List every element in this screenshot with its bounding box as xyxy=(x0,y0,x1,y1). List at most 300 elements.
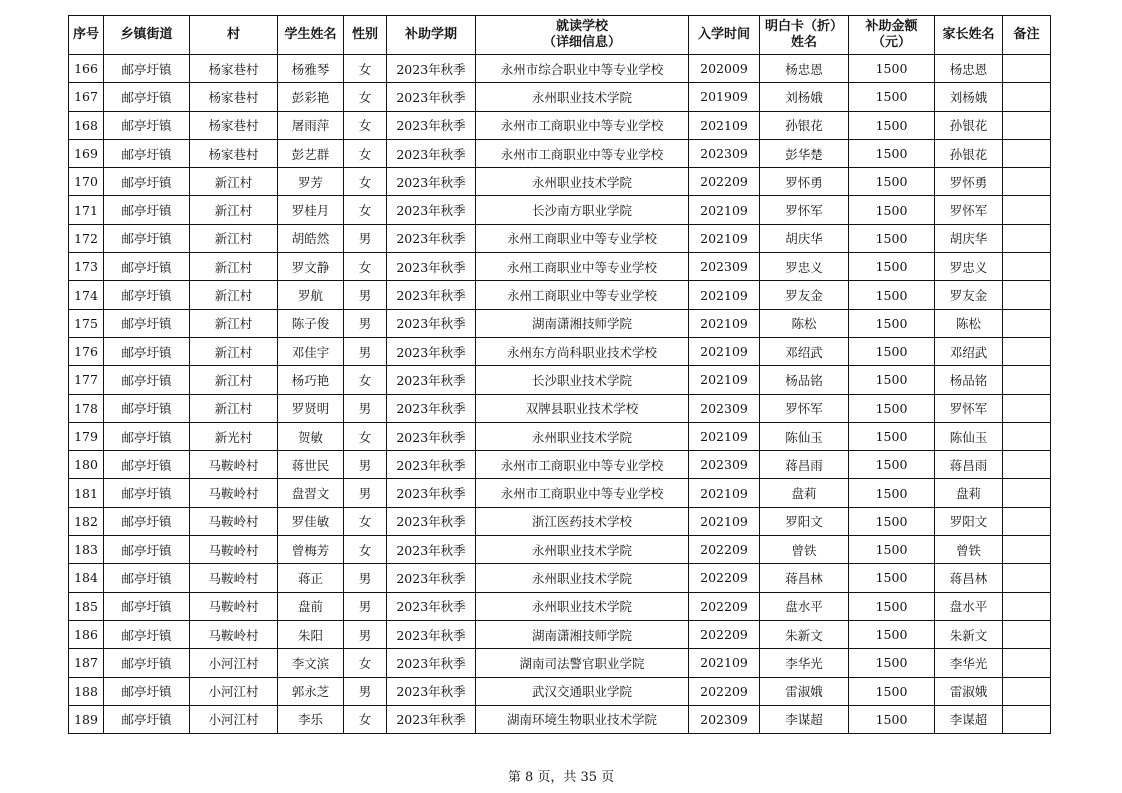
cell-school: 永州市工商职业中等专业学校 xyxy=(476,139,689,167)
cell-term: 2023年秋季 xyxy=(387,479,476,507)
cell-enroll-date: 202309 xyxy=(689,139,760,167)
column-header-remark: 备注 xyxy=(1003,16,1051,55)
cell-town: 邮亭圩镇 xyxy=(104,55,190,83)
cell-gender: 女 xyxy=(344,168,387,196)
cell-town: 邮亭圩镇 xyxy=(104,168,190,196)
cell-term: 2023年秋季 xyxy=(387,111,476,139)
cell-village: 马鞍岭村 xyxy=(190,479,278,507)
cell-gender: 男 xyxy=(344,309,387,337)
cell-town: 邮亭圩镇 xyxy=(104,620,190,648)
cell-term: 2023年秋季 xyxy=(387,677,476,705)
cell-remark xyxy=(1003,677,1051,705)
cell-card-name: 盘莉 xyxy=(760,479,849,507)
cell-gender: 女 xyxy=(344,55,387,83)
cell-term: 2023年秋季 xyxy=(387,139,476,167)
cell-school: 浙江医药技术学校 xyxy=(476,507,689,535)
cell-card-name: 杨忠恩 xyxy=(760,55,849,83)
cell-card-name: 蒋昌雨 xyxy=(760,451,849,479)
cell-amount: 1500 xyxy=(849,309,935,337)
cell-parent-name: 刘杨娥 xyxy=(935,83,1003,111)
cell-village: 马鞍岭村 xyxy=(190,564,278,592)
cell-remark xyxy=(1003,281,1051,309)
cell-term: 2023年秋季 xyxy=(387,281,476,309)
cell-village: 新江村 xyxy=(190,337,278,365)
cell-remark xyxy=(1003,139,1051,167)
cell-card-name: 胡庆华 xyxy=(760,224,849,252)
cell-seq: 167 xyxy=(69,83,104,111)
cell-gender: 男 xyxy=(344,620,387,648)
cell-village: 新江村 xyxy=(190,253,278,281)
cell-parent-name: 罗忠义 xyxy=(935,253,1003,281)
cell-town: 邮亭圩镇 xyxy=(104,83,190,111)
cell-amount: 1500 xyxy=(849,253,935,281)
cell-school: 湖南潇湘技师学院 xyxy=(476,620,689,648)
cell-gender: 男 xyxy=(344,592,387,620)
cell-enroll-date: 202109 xyxy=(689,111,760,139)
cell-village: 新江村 xyxy=(190,366,278,394)
cell-school: 永州职业技术学院 xyxy=(476,83,689,111)
cell-parent-name: 罗友金 xyxy=(935,281,1003,309)
cell-term: 2023年秋季 xyxy=(387,224,476,252)
cell-enroll-date: 202109 xyxy=(689,309,760,337)
table-row xyxy=(69,564,1051,592)
cell-enroll-date: 202209 xyxy=(689,592,760,620)
cell-student-name: 罗桂月 xyxy=(278,196,344,224)
cell-parent-name: 罗怀军 xyxy=(935,394,1003,422)
cell-village: 新江村 xyxy=(190,394,278,422)
cell-remark xyxy=(1003,168,1051,196)
cell-gender: 女 xyxy=(344,366,387,394)
cell-village: 马鞍岭村 xyxy=(190,536,278,564)
cell-amount: 1500 xyxy=(849,479,935,507)
cell-remark xyxy=(1003,111,1051,139)
cell-student-name: 杨巧艳 xyxy=(278,366,344,394)
cell-term: 2023年秋季 xyxy=(387,507,476,535)
cell-student-name: 胡皓然 xyxy=(278,224,344,252)
cell-town: 邮亭圩镇 xyxy=(104,111,190,139)
table-row xyxy=(69,224,1051,252)
cell-seq: 188 xyxy=(69,677,104,705)
cell-school: 湖南环境生物职业技术学院 xyxy=(476,705,689,733)
cell-amount: 1500 xyxy=(849,111,935,139)
cell-town: 邮亭圩镇 xyxy=(104,422,190,450)
cell-village: 新江村 xyxy=(190,168,278,196)
cell-card-name: 罗友金 xyxy=(760,281,849,309)
cell-seq: 183 xyxy=(69,536,104,564)
cell-town: 邮亭圩镇 xyxy=(104,337,190,365)
column-header-parent-name: 家长姓名 xyxy=(935,16,1003,55)
cell-term: 2023年秋季 xyxy=(387,366,476,394)
subsidy-table xyxy=(68,15,1051,734)
cell-card-name: 雷淑娥 xyxy=(760,677,849,705)
cell-school: 长沙南方职业学院 xyxy=(476,196,689,224)
cell-card-name: 朱新文 xyxy=(760,620,849,648)
cell-enroll-date: 202309 xyxy=(689,451,760,479)
column-header-gender: 性别 xyxy=(344,16,387,55)
cell-term: 2023年秋季 xyxy=(387,83,476,111)
cell-village: 新江村 xyxy=(190,281,278,309)
cell-amount: 1500 xyxy=(849,168,935,196)
cell-card-name: 陈松 xyxy=(760,309,849,337)
cell-village: 马鞍岭村 xyxy=(190,592,278,620)
cell-enroll-date: 202309 xyxy=(689,394,760,422)
cell-village: 小河江村 xyxy=(190,705,278,733)
cell-student-name: 曾梅芳 xyxy=(278,536,344,564)
cell-amount: 1500 xyxy=(849,620,935,648)
cell-enroll-date: 202109 xyxy=(689,507,760,535)
cell-remark xyxy=(1003,196,1051,224)
cell-student-name: 邓佳宇 xyxy=(278,337,344,365)
page-footer: 第 8 页，共 35 页 xyxy=(507,770,615,785)
cell-enroll-date: 202109 xyxy=(689,479,760,507)
cell-school: 永州职业技术学院 xyxy=(476,422,689,450)
cell-term: 2023年秋季 xyxy=(387,422,476,450)
cell-parent-name: 杨品铭 xyxy=(935,366,1003,394)
cell-remark xyxy=(1003,620,1051,648)
cell-enroll-date: 202309 xyxy=(689,253,760,281)
cell-school: 湖南潇湘技师学院 xyxy=(476,309,689,337)
cell-town: 邮亭圩镇 xyxy=(104,649,190,677)
cell-term: 2023年秋季 xyxy=(387,337,476,365)
cell-town: 邮亭圩镇 xyxy=(104,366,190,394)
cell-parent-name: 罗怀勇 xyxy=(935,168,1003,196)
cell-village: 杨家巷村 xyxy=(190,83,278,111)
cell-amount: 1500 xyxy=(849,139,935,167)
column-header-enroll-date: 入学时间 xyxy=(689,16,760,55)
cell-gender: 男 xyxy=(344,564,387,592)
cell-parent-name: 罗怀军 xyxy=(935,196,1003,224)
cell-school: 永州职业技术学院 xyxy=(476,168,689,196)
cell-card-name: 杨品铭 xyxy=(760,366,849,394)
cell-seq: 168 xyxy=(69,111,104,139)
cell-village: 新江村 xyxy=(190,309,278,337)
cell-village: 新光村 xyxy=(190,422,278,450)
cell-amount: 1500 xyxy=(849,705,935,733)
cell-school: 永州职业技术学院 xyxy=(476,592,689,620)
cell-card-name: 彭华楚 xyxy=(760,139,849,167)
cell-term: 2023年秋季 xyxy=(387,705,476,733)
cell-gender: 女 xyxy=(344,536,387,564)
cell-parent-name: 李谋超 xyxy=(935,705,1003,733)
cell-school: 永州东方尚科职业技术学校 xyxy=(476,337,689,365)
cell-remark xyxy=(1003,592,1051,620)
cell-enroll-date: 202209 xyxy=(689,564,760,592)
cell-enroll-date: 202109 xyxy=(689,649,760,677)
cell-gender: 男 xyxy=(344,281,387,309)
cell-card-name: 陈仙玉 xyxy=(760,422,849,450)
cell-student-name: 郭永芝 xyxy=(278,677,344,705)
column-header-amount: 补助金额 （元） xyxy=(849,16,935,55)
table-row xyxy=(69,479,1051,507)
cell-student-name: 朱阳 xyxy=(278,620,344,648)
cell-amount: 1500 xyxy=(849,337,935,365)
column-header-card-name: 明白卡（折） 姓名 xyxy=(760,16,849,55)
table-row xyxy=(69,394,1051,422)
cell-remark xyxy=(1003,564,1051,592)
cell-enroll-date: 202109 xyxy=(689,224,760,252)
cell-seq: 172 xyxy=(69,224,104,252)
cell-card-name: 曾铁 xyxy=(760,536,849,564)
table-row xyxy=(69,281,1051,309)
cell-remark xyxy=(1003,366,1051,394)
table-header-row xyxy=(69,16,1051,55)
cell-enroll-date: 202109 xyxy=(689,281,760,309)
table-row xyxy=(69,337,1051,365)
cell-seq: 182 xyxy=(69,507,104,535)
cell-school: 永州工商职业中等专业学校 xyxy=(476,253,689,281)
cell-school: 湖南司法警官职业学院 xyxy=(476,649,689,677)
table-body xyxy=(69,55,1051,734)
cell-seq: 169 xyxy=(69,139,104,167)
cell-school: 永州职业技术学院 xyxy=(476,536,689,564)
column-header-town: 乡镇街道 xyxy=(104,16,190,55)
cell-parent-name: 胡庆华 xyxy=(935,224,1003,252)
table-row xyxy=(69,507,1051,535)
cell-remark xyxy=(1003,83,1051,111)
cell-amount: 1500 xyxy=(849,451,935,479)
cell-term: 2023年秋季 xyxy=(387,536,476,564)
table-row xyxy=(69,83,1051,111)
cell-seq: 181 xyxy=(69,479,104,507)
cell-term: 2023年秋季 xyxy=(387,55,476,83)
cell-town: 邮亭圩镇 xyxy=(104,139,190,167)
cell-village: 新江村 xyxy=(190,196,278,224)
cell-term: 2023年秋季 xyxy=(387,309,476,337)
cell-remark xyxy=(1003,479,1051,507)
cell-parent-name: 陈松 xyxy=(935,309,1003,337)
table-row xyxy=(69,309,1051,337)
cell-card-name: 罗怀勇 xyxy=(760,168,849,196)
cell-amount: 1500 xyxy=(849,677,935,705)
cell-amount: 1500 xyxy=(849,592,935,620)
cell-enroll-date: 202009 xyxy=(689,55,760,83)
cell-school: 武汉交通职业学院 xyxy=(476,677,689,705)
cell-gender: 男 xyxy=(344,337,387,365)
cell-school: 双牌县职业技术学校 xyxy=(476,394,689,422)
cell-enroll-date: 201909 xyxy=(689,83,760,111)
cell-card-name: 蒋昌林 xyxy=(760,564,849,592)
cell-seq: 178 xyxy=(69,394,104,422)
cell-parent-name: 孙银花 xyxy=(935,111,1003,139)
cell-term: 2023年秋季 xyxy=(387,196,476,224)
cell-village: 小河江村 xyxy=(190,649,278,677)
cell-gender: 女 xyxy=(344,139,387,167)
column-header-village: 村 xyxy=(190,16,278,55)
cell-village: 杨家巷村 xyxy=(190,139,278,167)
cell-seq: 170 xyxy=(69,168,104,196)
cell-parent-name: 盘莉 xyxy=(935,479,1003,507)
cell-student-name: 罗航 xyxy=(278,281,344,309)
cell-term: 2023年秋季 xyxy=(387,592,476,620)
cell-village: 杨家巷村 xyxy=(190,111,278,139)
cell-school: 永州职业技术学院 xyxy=(476,564,689,592)
cell-student-name: 盘習文 xyxy=(278,479,344,507)
cell-parent-name: 罗阳文 xyxy=(935,507,1003,535)
column-header-term: 补助学期 xyxy=(387,16,476,55)
cell-town: 邮亭圩镇 xyxy=(104,451,190,479)
cell-seq: 187 xyxy=(69,649,104,677)
table-row xyxy=(69,55,1051,83)
table-row xyxy=(69,451,1051,479)
cell-remark xyxy=(1003,507,1051,535)
table-row xyxy=(69,677,1051,705)
cell-enroll-date: 202209 xyxy=(689,536,760,564)
cell-enroll-date: 202109 xyxy=(689,422,760,450)
cell-village: 马鞍岭村 xyxy=(190,620,278,648)
cell-seq: 180 xyxy=(69,451,104,479)
table-row xyxy=(69,253,1051,281)
cell-school: 长沙职业技术学院 xyxy=(476,366,689,394)
cell-remark xyxy=(1003,649,1051,677)
cell-remark xyxy=(1003,309,1051,337)
cell-school: 永州工商职业中等专业学校 xyxy=(476,281,689,309)
cell-seq: 184 xyxy=(69,564,104,592)
cell-student-name: 罗佳敏 xyxy=(278,507,344,535)
cell-town: 邮亭圩镇 xyxy=(104,479,190,507)
cell-enroll-date: 202209 xyxy=(689,168,760,196)
cell-school: 永州工商职业中等专业学校 xyxy=(476,224,689,252)
cell-enroll-date: 202109 xyxy=(689,337,760,365)
cell-card-name: 孙银花 xyxy=(760,111,849,139)
cell-seq: 173 xyxy=(69,253,104,281)
cell-parent-name: 蒋昌雨 xyxy=(935,451,1003,479)
table-row xyxy=(69,168,1051,196)
cell-card-name: 罗忠义 xyxy=(760,253,849,281)
cell-amount: 1500 xyxy=(849,281,935,309)
cell-student-name: 李乐 xyxy=(278,705,344,733)
cell-town: 邮亭圩镇 xyxy=(104,705,190,733)
cell-gender: 女 xyxy=(344,422,387,450)
cell-village: 新江村 xyxy=(190,224,278,252)
cell-town: 邮亭圩镇 xyxy=(104,394,190,422)
cell-card-name: 罗怀军 xyxy=(760,196,849,224)
cell-remark xyxy=(1003,451,1051,479)
cell-card-name: 邓绍武 xyxy=(760,337,849,365)
cell-remark xyxy=(1003,224,1051,252)
cell-enroll-date: 202309 xyxy=(689,705,760,733)
table-row xyxy=(69,422,1051,450)
cell-parent-name: 陈仙玉 xyxy=(935,422,1003,450)
cell-student-name: 盘前 xyxy=(278,592,344,620)
cell-student-name: 杨雅琴 xyxy=(278,55,344,83)
table-row xyxy=(69,592,1051,620)
cell-gender: 男 xyxy=(344,394,387,422)
cell-town: 邮亭圩镇 xyxy=(104,309,190,337)
cell-student-name: 罗芳 xyxy=(278,168,344,196)
cell-seq: 185 xyxy=(69,592,104,620)
cell-amount: 1500 xyxy=(849,649,935,677)
cell-card-name: 盘水平 xyxy=(760,592,849,620)
column-header-school: 就读学校 （详细信息） xyxy=(476,16,689,55)
cell-parent-name: 李华光 xyxy=(935,649,1003,677)
cell-student-name: 罗贤明 xyxy=(278,394,344,422)
cell-parent-name: 雷淑娥 xyxy=(935,677,1003,705)
cell-amount: 1500 xyxy=(849,394,935,422)
table-row xyxy=(69,196,1051,224)
cell-student-name: 屠雨萍 xyxy=(278,111,344,139)
cell-term: 2023年秋季 xyxy=(387,564,476,592)
cell-gender: 女 xyxy=(344,507,387,535)
cell-amount: 1500 xyxy=(849,83,935,111)
cell-remark xyxy=(1003,705,1051,733)
cell-term: 2023年秋季 xyxy=(387,168,476,196)
cell-gender: 女 xyxy=(344,253,387,281)
cell-village: 小河江村 xyxy=(190,677,278,705)
cell-seq: 175 xyxy=(69,309,104,337)
cell-town: 邮亭圩镇 xyxy=(104,536,190,564)
cell-gender: 女 xyxy=(344,649,387,677)
cell-gender: 女 xyxy=(344,83,387,111)
cell-parent-name: 朱新文 xyxy=(935,620,1003,648)
table-row xyxy=(69,705,1051,733)
cell-village: 杨家巷村 xyxy=(190,55,278,83)
cell-amount: 1500 xyxy=(849,196,935,224)
cell-term: 2023年秋季 xyxy=(387,620,476,648)
cell-parent-name: 盘水平 xyxy=(935,592,1003,620)
cell-town: 邮亭圩镇 xyxy=(104,592,190,620)
cell-card-name: 李华光 xyxy=(760,649,849,677)
cell-term: 2023年秋季 xyxy=(387,649,476,677)
cell-town: 邮亭圩镇 xyxy=(104,196,190,224)
cell-gender: 女 xyxy=(344,196,387,224)
cell-term: 2023年秋季 xyxy=(387,451,476,479)
cell-card-name: 罗怀军 xyxy=(760,394,849,422)
cell-seq: 179 xyxy=(69,422,104,450)
cell-remark xyxy=(1003,536,1051,564)
cell-remark xyxy=(1003,337,1051,365)
table-row xyxy=(69,649,1051,677)
cell-amount: 1500 xyxy=(849,224,935,252)
cell-seq: 177 xyxy=(69,366,104,394)
cell-gender: 男 xyxy=(344,224,387,252)
cell-school: 永州市工商职业中等专业学校 xyxy=(476,451,689,479)
cell-student-name: 李文滨 xyxy=(278,649,344,677)
cell-card-name: 罗阳文 xyxy=(760,507,849,535)
cell-gender: 男 xyxy=(344,677,387,705)
cell-town: 邮亭圩镇 xyxy=(104,564,190,592)
cell-town: 邮亭圩镇 xyxy=(104,507,190,535)
cell-student-name: 彭艺群 xyxy=(278,139,344,167)
cell-gender: 女 xyxy=(344,705,387,733)
cell-card-name: 李谋超 xyxy=(760,705,849,733)
cell-enroll-date: 202209 xyxy=(689,620,760,648)
cell-student-name: 蒋世民 xyxy=(278,451,344,479)
cell-parent-name: 蒋昌林 xyxy=(935,564,1003,592)
column-header-student-name: 学生姓名 xyxy=(278,16,344,55)
cell-term: 2023年秋季 xyxy=(387,253,476,281)
cell-amount: 1500 xyxy=(849,536,935,564)
cell-seq: 186 xyxy=(69,620,104,648)
cell-remark xyxy=(1003,394,1051,422)
cell-parent-name: 杨忠恩 xyxy=(935,55,1003,83)
cell-remark xyxy=(1003,422,1051,450)
cell-seq: 171 xyxy=(69,196,104,224)
table-row xyxy=(69,536,1051,564)
cell-gender: 女 xyxy=(344,111,387,139)
cell-amount: 1500 xyxy=(849,564,935,592)
cell-enroll-date: 202109 xyxy=(689,196,760,224)
cell-school: 永州市工商职业中等专业学校 xyxy=(476,111,689,139)
cell-student-name: 贺敏 xyxy=(278,422,344,450)
cell-student-name: 陈子俊 xyxy=(278,309,344,337)
cell-parent-name: 孙银花 xyxy=(935,139,1003,167)
cell-town: 邮亭圩镇 xyxy=(104,677,190,705)
table-row xyxy=(69,620,1051,648)
table-row xyxy=(69,366,1051,394)
cell-card-name: 刘杨娥 xyxy=(760,83,849,111)
cell-amount: 1500 xyxy=(849,55,935,83)
cell-parent-name: 邓绍武 xyxy=(935,337,1003,365)
